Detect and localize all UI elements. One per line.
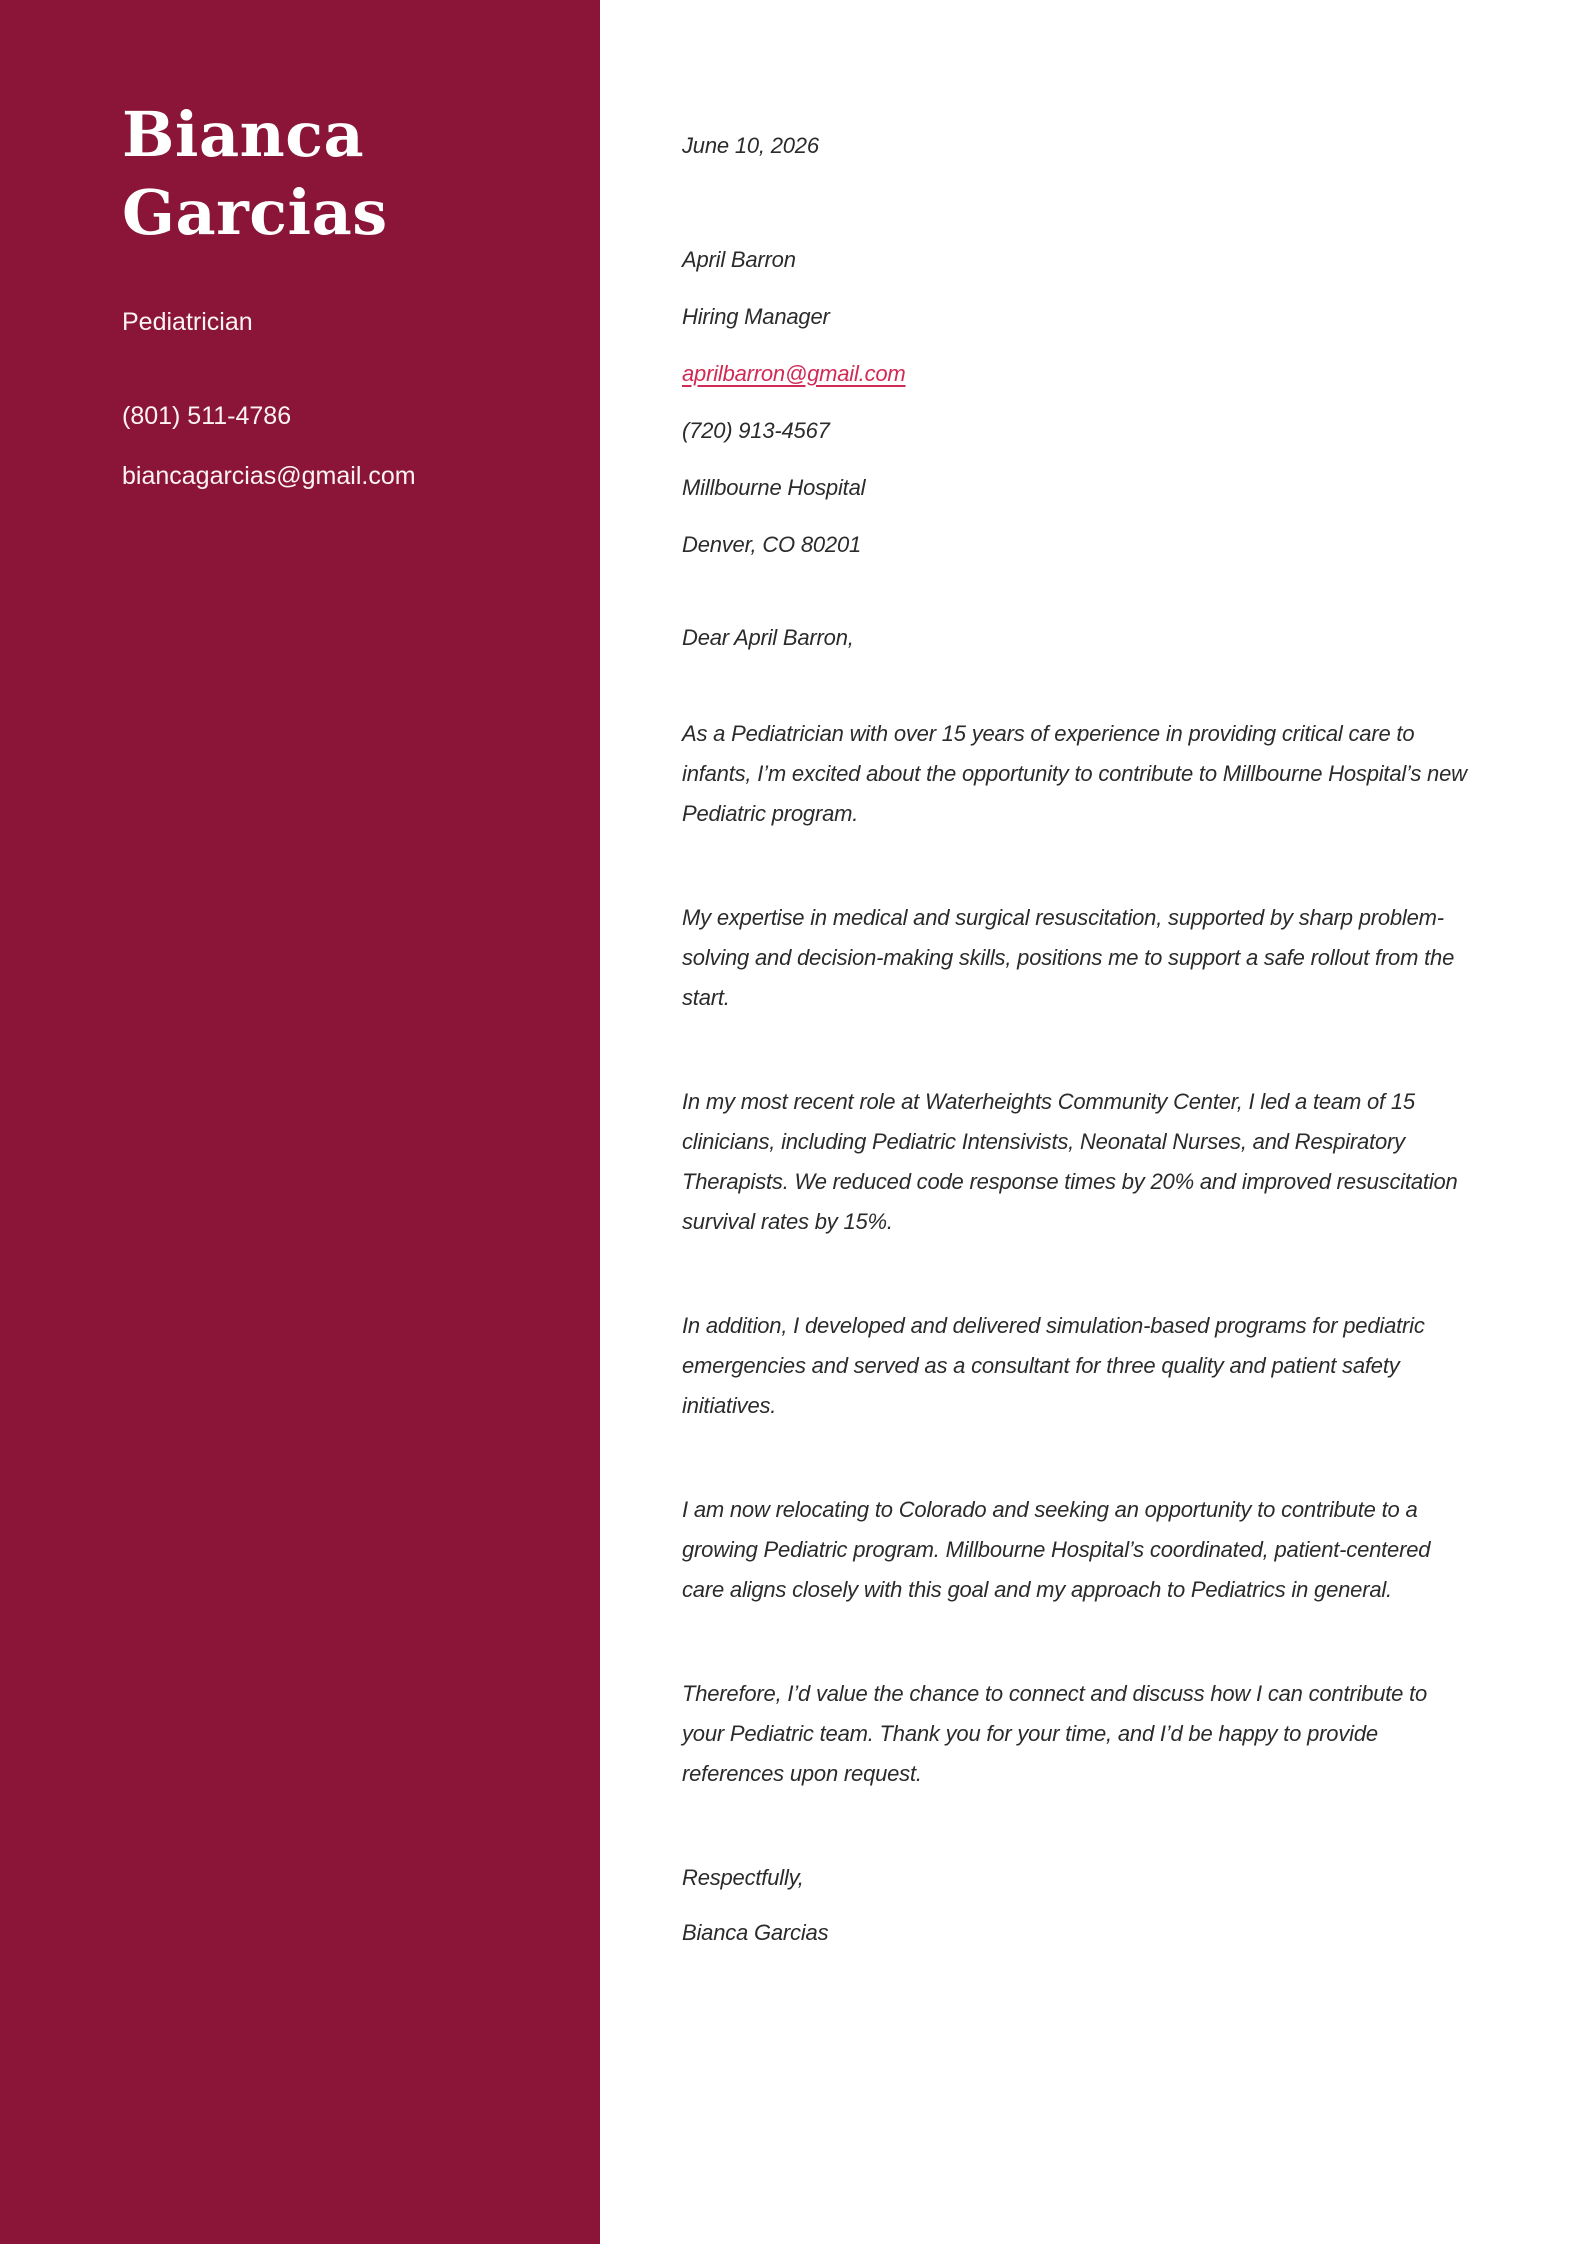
letter-paragraph: As a Pediatrician with over 15 years of experience in providing critical care to infants, I’m excited about the opportunity to contribute to Millbourne Hospital’s new Pediatric program. (682, 721, 1467, 826)
letter-paragraph: In addition, I developed and delivered simulation-based programs for pediatric emergencies and served as a consultant for three quality and patient safety initiatives. (682, 1313, 1425, 1418)
applicant-phone: (801) 511-4786 (122, 402, 292, 430)
recipient-company: Millbourne Hospital (682, 475, 866, 500)
applicant-name-line1: Bianca (122, 98, 365, 171)
recipient-phone: (720) 913-4567 (682, 418, 830, 443)
applicant-name (122, 96, 560, 252)
letter-paragraph: In my most recent role at Waterheights Community Center, I led a team of 15 clinicians, including Pediatric Intensivists, Neonatal Nurses, and Respiratory Therapists. We reduced code response times by 20% and improved resuscitation survival rates by 15%. (682, 1089, 1458, 1234)
recipient-block (682, 240, 1470, 565)
letter-paragraph: I am now relocating to Colorado and seeking an opportunity to contribute to a growing Pediatric program. Millbourne Hospital’s coordinated, patient-centered care aligns closely with this goal and my approach to Pediatrics in general. (682, 1497, 1431, 1602)
letter-date: June 10, 2026 (682, 133, 819, 158)
letter-paragraph: My expertise in medical and surgical resuscitation, supported by sharp problem-solving and decision-making skills, positions me to support a safe rollout from the start. (682, 905, 1455, 1010)
recipient-email-link[interactable]: aprilbarron@gmail.com (682, 361, 906, 386)
recipient-role: Hiring Manager (682, 304, 830, 329)
letter-body (600, 0, 1588, 2244)
letter-paragraph: Therefore, I’d value the chance to connect and discuss how I can contribute to your Pediatric team. Thank you for your time, and I’d be happy to provide references upon request. (682, 1681, 1428, 1786)
sidebar (0, 0, 600, 2244)
contact-block (122, 401, 560, 491)
applicant-email: biancagarcias@gmail.com (122, 462, 416, 490)
applicant-job-title: Pediatrician (122, 308, 253, 336)
recipient-address: Denver, CO 80201 (682, 532, 862, 557)
letter-signature: Bianca Garcias (682, 1920, 829, 1945)
recipient-name: April Barron (682, 247, 796, 272)
letter-closing: Respectfully, (682, 1865, 804, 1890)
salutation: Dear April Barron, (682, 625, 854, 650)
applicant-name-line2: Garcias (122, 176, 388, 249)
recipient-email-line (682, 354, 1470, 394)
